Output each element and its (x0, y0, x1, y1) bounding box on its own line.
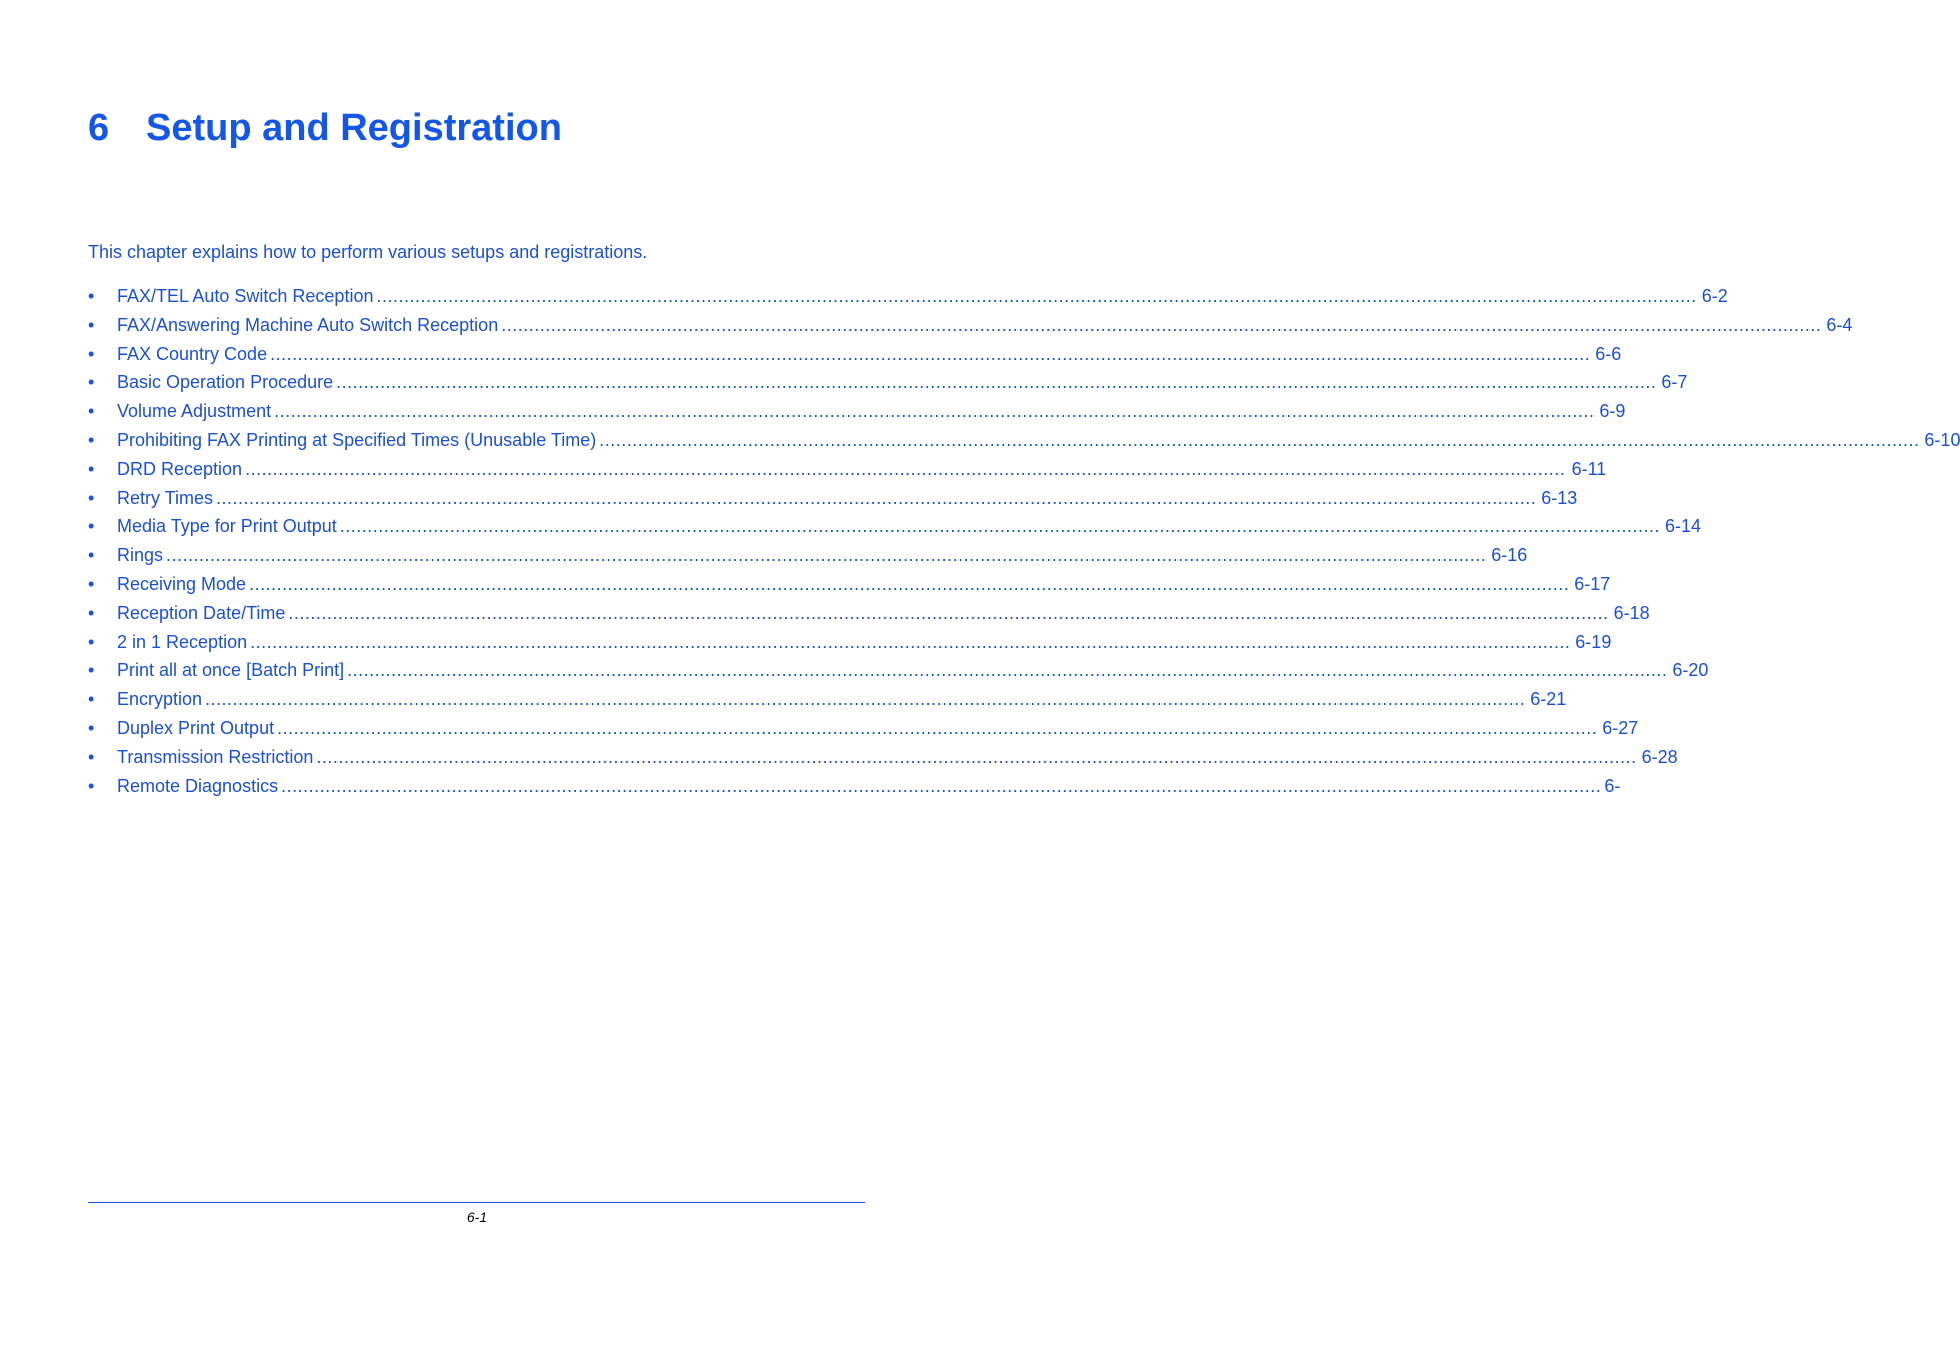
dot-leader: ................................................................................................................................................................................................................................................ (277, 717, 1598, 738)
bullet: • (88, 314, 95, 335)
chapter-intro: This chapter explains how to perform various setups and registrations. (88, 242, 648, 262)
toc-item-page: 6-11 (1571, 458, 1607, 479)
bullet: • (88, 746, 95, 767)
chapter-title (88, 104, 562, 152)
toc-item (88, 572, 1611, 601)
toc-item-label: Receiving Mode (117, 573, 247, 594)
toc-link[interactable] (117, 370, 1688, 394)
toc-link[interactable] (117, 658, 1709, 682)
toc-item (88, 658, 1709, 687)
dot-leader: ................................................................................................................................................................................................................................................ (316, 746, 1637, 767)
toc-item (88, 630, 1612, 659)
dot-leader: ................................................................................................................................................................................................................................................ (347, 660, 1668, 681)
dot-leader: ................................................................................................................................................................................................................................................ (599, 429, 1920, 450)
toc-item-page: 6-4 (1826, 314, 1853, 335)
toc-item-page: 6-2 (1701, 286, 1728, 306)
toc-link[interactable] (117, 543, 1528, 567)
chapter-number: 6 (88, 107, 110, 149)
toc-item-label: FAX Country Code (117, 343, 268, 364)
toc-link[interactable] (117, 514, 1702, 538)
toc-item-page: 6-17 (1574, 573, 1611, 594)
dot-leader: ................................................................................................................................................................................................................................................ (270, 343, 1591, 364)
toc-link[interactable] (117, 630, 1612, 654)
toc-item-page: 6-19 (1575, 631, 1612, 652)
bullet: • (88, 660, 95, 681)
toc-item (88, 457, 1607, 486)
toc-item-page: 6-18 (1613, 602, 1650, 623)
bullet: • (88, 717, 95, 738)
bullet: • (88, 631, 95, 652)
toc-item (88, 342, 1622, 371)
toc-link[interactable] (117, 342, 1622, 366)
toc-item-label: Remote Diagnostics (117, 775, 279, 796)
toc-item (88, 486, 1578, 515)
toc-item-label: Encryption (117, 689, 203, 710)
toc-link[interactable] (117, 313, 1853, 337)
toc-item-page: 6-6 (1595, 343, 1622, 364)
toc-link[interactable] (117, 457, 1607, 481)
toc-item-label: 2 in 1 Reception (117, 631, 248, 652)
toc-item (88, 399, 1626, 428)
toc-item-label: FAX/Answering Machine Auto Switch Reception (117, 314, 499, 335)
toc-link[interactable] (117, 745, 1678, 769)
toc-item-label: FAX/TEL Auto Switch Reception (117, 286, 374, 306)
toc-item (88, 428, 1960, 457)
toc-item-label: Rings (117, 545, 164, 566)
toc-link[interactable] (117, 284, 1728, 308)
toc-item-label: Basic Operation Procedure (117, 372, 334, 393)
toc-item-page: 6-9 (1599, 401, 1626, 422)
bullet: • (88, 458, 95, 479)
bullet: • (88, 429, 95, 450)
dot-leader: ................................................................................................................................................................................................................................................ (166, 545, 1487, 566)
bullet: • (88, 545, 95, 566)
dot-leader: ................................................................................................................................................................................................................................................ (281, 775, 1602, 796)
toc-item-label: DRD Reception (117, 458, 243, 479)
toc-item-page: 6-14 (1664, 516, 1702, 537)
toc-link[interactable] (117, 716, 1639, 740)
bullet: • (88, 343, 95, 364)
toc-item (88, 716, 1639, 745)
toc-item (88, 774, 1621, 803)
toc-item (88, 284, 1728, 313)
toc-item (88, 313, 1853, 342)
table-of-contents (88, 284, 1960, 802)
toc-item-page: 6-10 (1924, 429, 1960, 450)
toc-item-page: 6-28 (1641, 746, 1678, 767)
toc-item-page: 6-16 (1491, 545, 1528, 566)
chapter-name: Setup and Registration (146, 107, 562, 149)
toc-link[interactable] (117, 572, 1611, 596)
page-number: 6-1 (466, 1209, 488, 1225)
toc-item-page: 6- (1604, 775, 1621, 796)
toc-item-label: Transmission Restriction (117, 746, 314, 767)
toc-link[interactable] (117, 486, 1578, 510)
toc-item-label: Print all at once [Batch Print] (117, 660, 345, 681)
dot-leader: ................................................................................................................................................................................................................................................ (216, 487, 1537, 508)
toc-item (88, 687, 1567, 716)
toc-item-label: Reception Date/Time (117, 602, 286, 623)
toc-item (88, 543, 1528, 572)
dot-leader: ................................................................................................................................................................................................................................................ (288, 602, 1609, 623)
toc-item-page: 6-20 (1672, 660, 1709, 681)
bullet: • (88, 487, 95, 508)
dot-leader: ................................................................................................................................................................................................................................................ (205, 689, 1526, 710)
toc-item-label: Prohibiting FAX Printing at Specified Times (Unusable Time) (117, 429, 597, 450)
toc-item-label: Media Type for Print Output (117, 516, 337, 537)
toc-item (88, 514, 1702, 543)
toc-link[interactable] (117, 687, 1567, 711)
toc-link[interactable] (117, 428, 1960, 452)
toc-item (88, 601, 1650, 630)
toc-item-label: Retry Times (117, 487, 214, 508)
toc-item (88, 370, 1688, 399)
dot-leader: ................................................................................................................................................................................................................................................ (336, 372, 1657, 393)
toc-item-page: 6-13 (1541, 487, 1578, 508)
bullet: • (88, 602, 95, 623)
toc-item-label: Duplex Print Output (117, 717, 275, 738)
bullet: • (88, 516, 95, 537)
toc-item-page: 6-27 (1602, 717, 1639, 738)
dot-leader: ................................................................................................................................................................................................................................................ (249, 573, 1570, 594)
dot-leader: ................................................................................................................................................................................................................................................ (339, 516, 1661, 537)
toc-item-page: 6-21 (1530, 689, 1567, 710)
toc-item-page: 6-7 (1661, 372, 1688, 393)
dot-leader: ................................................................................................................................................................................................................................................ (245, 458, 1566, 479)
bullet: • (88, 286, 95, 306)
bullet: • (88, 401, 95, 422)
bullet: • (88, 372, 95, 393)
bullet: • (88, 689, 95, 710)
dot-leader: ................................................................................................................................................................................................................................................ (501, 314, 1822, 335)
toc-item (88, 745, 1678, 774)
dot-leader: ................................................................................................................................................................................................................................................ (250, 631, 1571, 652)
dot-leader: ................................................................................................................................................................................................................................................ (376, 286, 1697, 306)
bullet: • (88, 775, 95, 796)
bullet: • (88, 573, 95, 594)
toc-item-label: Volume Adjustment (117, 401, 272, 422)
toc-link[interactable] (117, 601, 1650, 625)
footer-divider (88, 1202, 865, 1203)
toc-link[interactable] (117, 399, 1626, 423)
toc-link[interactable] (117, 774, 1621, 798)
dot-leader: ................................................................................................................................................................................................................................................ (274, 401, 1595, 422)
